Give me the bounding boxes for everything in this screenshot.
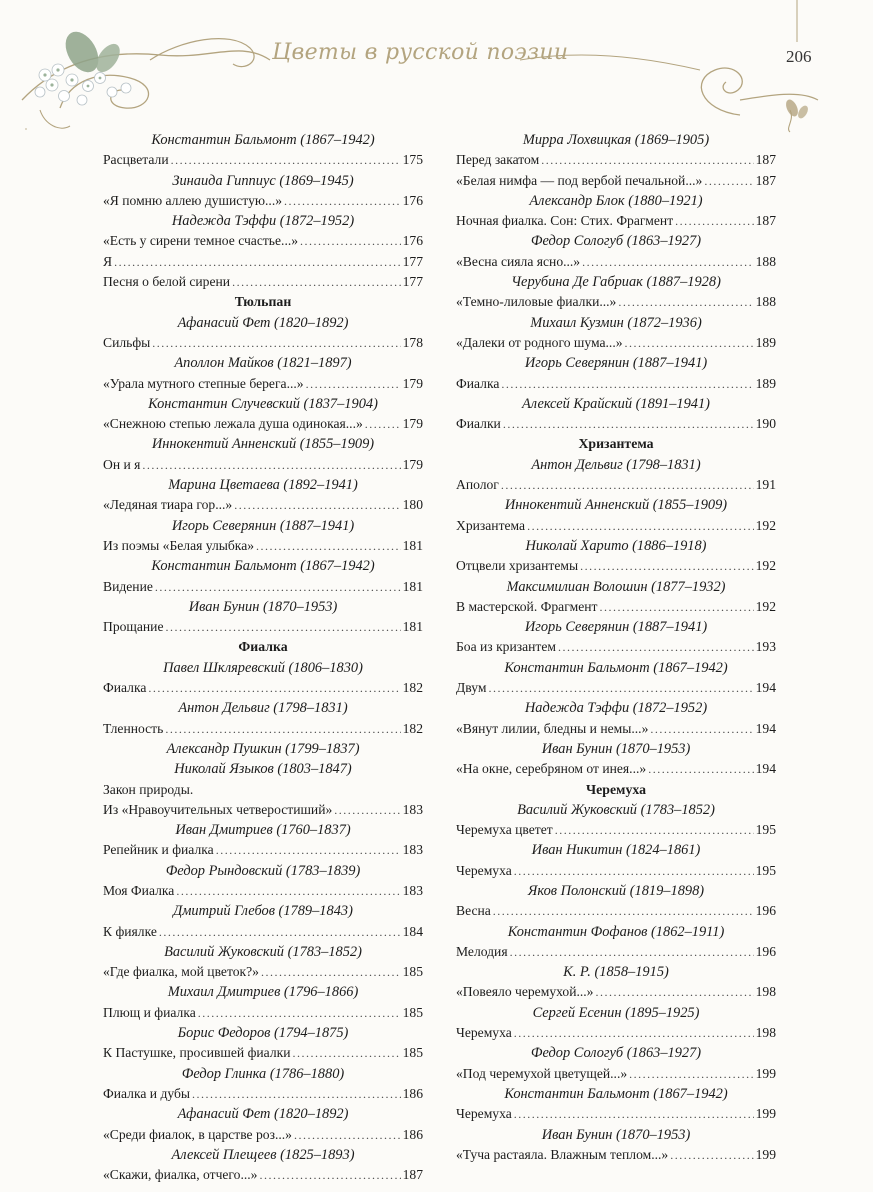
toc-column-right <box>456 130 776 1165</box>
entry-title: Перед закатом <box>456 152 540 168</box>
entry-title: «На окне, серебряном от инея...» <box>456 761 647 777</box>
dot-leader <box>501 374 753 394</box>
author-heading: Борис Федоров (1794–1875) <box>177 1025 349 1042</box>
entry-page-number: 177 <box>402 253 423 269</box>
entry-title: «Есть у сирени темное счастье...» <box>103 233 299 249</box>
dot-leader <box>176 881 400 901</box>
author-heading: Федор Глинка (1786–1880) <box>181 1065 345 1082</box>
page-header <box>0 0 873 135</box>
entry-title: Я <box>103 253 113 269</box>
author-heading: Константин Бальмонт (1867–1942) <box>504 1085 728 1102</box>
dot-leader <box>580 556 753 576</box>
entry-page-number: 183 <box>402 801 423 817</box>
entry-title-line: Закон природы. <box>103 781 194 797</box>
dot-leader <box>114 252 401 272</box>
entry-page-number: 192 <box>755 598 776 614</box>
author-heading: Надежда Тэффи (1872–1952) <box>171 213 355 230</box>
entry-title: «Скажи, фиалка, отчего...» <box>103 1167 258 1183</box>
entry-title: Весна <box>456 903 491 919</box>
entry-page-number: 198 <box>755 1025 776 1041</box>
toc-entry <box>103 719 423 739</box>
author-heading: Афанасий Фет (1820–1892) <box>177 1106 349 1123</box>
toc-entry <box>456 942 776 962</box>
author-heading: Николай Харито (1886–1918) <box>525 537 707 554</box>
dot-leader <box>555 820 754 840</box>
entry-page-number: 183 <box>402 842 423 858</box>
entry-page-number: 195 <box>755 862 776 878</box>
toc-entry <box>103 1125 423 1145</box>
entry-page-number: 196 <box>755 903 776 919</box>
dot-leader <box>294 1125 401 1145</box>
toc-entry <box>103 1084 423 1104</box>
dot-leader <box>558 637 754 657</box>
dot-leader <box>625 333 754 353</box>
dot-leader <box>216 840 401 860</box>
author-heading: Максимилиан Волошин (1877–1932) <box>506 578 726 595</box>
toc-entry <box>103 922 423 942</box>
entry-title: К фиялке <box>103 923 157 939</box>
toc-entry <box>456 719 776 739</box>
entry-title: Фиалки <box>456 416 501 432</box>
dot-leader <box>618 292 753 312</box>
entry-title: Фиалка <box>103 680 147 696</box>
section-heading: Тюльпан <box>234 294 292 310</box>
entry-title: «Я помню аллею душистую...» <box>103 192 283 208</box>
toc-entry <box>456 1145 776 1165</box>
entry-title: Плющ и фиалка <box>103 1004 196 1020</box>
toc-entry <box>103 577 423 597</box>
author-heading: Александр Блок (1880–1921) <box>529 192 703 209</box>
page-number: 206 <box>786 47 812 66</box>
entry-title: Видение <box>103 578 153 594</box>
dot-leader <box>599 597 753 617</box>
author-heading: Яков Полонский (1819–1898) <box>527 882 705 899</box>
dot-leader <box>234 495 400 515</box>
author-heading: Михаил Кузмин (1872–1936) <box>530 314 702 331</box>
author-heading: Константин Случевский (1837–1904) <box>148 395 378 412</box>
toc-entry <box>456 1023 776 1043</box>
entry-title: «Где фиалка, мой цветок?» <box>103 964 259 980</box>
section-heading: Хризантема <box>578 436 654 452</box>
dot-leader <box>159 922 401 942</box>
entry-title: Фиалка и дубы <box>103 1085 191 1101</box>
toc-entry <box>103 881 423 901</box>
author-heading: Михаил Дмитриев (1796–1866) <box>167 984 359 1001</box>
entry-page-number: 185 <box>402 1045 423 1061</box>
toc-entry <box>456 820 776 840</box>
dot-leader <box>514 861 754 881</box>
entry-title: «Весна сияла ясно...» <box>456 253 581 269</box>
entry-title: Боа из кризантем <box>456 639 557 655</box>
toc-entry <box>103 617 423 637</box>
author-heading: Черубина Де Габриак (1887–1928) <box>511 274 721 291</box>
entry-page-number: 187 <box>402 1167 423 1183</box>
entry-title: Моя Фиалка <box>103 882 175 898</box>
dot-leader <box>541 150 753 170</box>
running-title: Цветы в русской поэзии <box>272 40 569 65</box>
entry-page-number: 186 <box>402 1085 423 1101</box>
section-heading: Фиалка <box>238 639 288 655</box>
entry-title: Сильфы <box>103 334 151 350</box>
dot-leader <box>648 759 753 779</box>
toc-entry <box>103 800 423 820</box>
entry-page-number: 192 <box>755 558 776 574</box>
author-heading: Антон Дельвиг (1798–1831) <box>178 700 348 717</box>
dot-leader <box>261 962 401 982</box>
author-heading: Иван Бунин (1870–1953) <box>188 598 338 615</box>
entry-page-number: 199 <box>755 1065 776 1081</box>
entry-title: Репейник и фиалка <box>103 842 214 858</box>
toc-entry <box>103 495 423 515</box>
dot-leader <box>670 1145 753 1165</box>
author-heading: Иван Дмитриев (1760–1837) <box>175 822 351 839</box>
entry-page-number: 193 <box>755 639 776 655</box>
dot-leader <box>259 1165 400 1185</box>
author-heading: Зинаида Гиппиус (1869–1945) <box>172 172 354 189</box>
entry-title: «Туча растаяла. Влажным теплом...» <box>456 1146 669 1162</box>
toc-entry <box>456 516 776 536</box>
toc-entry <box>456 171 776 191</box>
author-heading: Константин Фофанов (1862–1911) <box>507 923 725 940</box>
entry-page-number: 195 <box>755 822 776 838</box>
dot-leader <box>704 171 753 191</box>
dot-leader <box>171 150 401 170</box>
toc-entry <box>456 150 776 170</box>
author-heading: Василий Жуковский (1783–1852) <box>164 943 362 960</box>
entry-page-number: 189 <box>755 375 776 391</box>
entry-page-number: 183 <box>402 882 423 898</box>
toc-column-left <box>103 130 423 1185</box>
entry-page-number: 198 <box>755 984 776 1000</box>
entry-page-number: 180 <box>402 497 423 513</box>
entry-title: «Темно-лиловые фиалки...» <box>456 294 617 310</box>
author-heading: Алексей Плещеев (1825–1893) <box>171 1146 355 1163</box>
dot-leader <box>165 719 400 739</box>
toc-entry <box>456 475 776 495</box>
toc-entry <box>456 1064 776 1084</box>
dot-leader <box>166 617 401 637</box>
entry-page-number: 187 <box>755 172 776 188</box>
author-heading: Константин Бальмонт (1867–1942) <box>151 132 375 148</box>
entry-page-number: 177 <box>402 274 423 290</box>
dot-leader <box>675 211 753 231</box>
entry-page-number: 199 <box>755 1106 776 1122</box>
dot-leader <box>306 374 401 394</box>
entry-title: В мастерской. Фрагмент <box>456 598 598 614</box>
author-heading: Василий Жуковский (1783–1852) <box>517 801 715 818</box>
entry-title: Хризантема <box>456 517 526 533</box>
author-heading: Иван Никитин (1824–1861) <box>531 842 701 859</box>
toc-entry <box>103 840 423 860</box>
entry-title: Из поэмы «Белая улыбка» <box>103 537 255 553</box>
entry-title: Из «Нравоучительных четверостиший» <box>103 801 333 817</box>
entry-title: «Далеки от родного шума...» <box>456 334 623 350</box>
toc-entry <box>456 333 776 353</box>
entry-page-number: 194 <box>755 761 776 777</box>
entry-page-number: 178 <box>402 334 423 350</box>
entry-page-number: 181 <box>402 619 423 635</box>
author-heading: Иннокентий Анненский (1855–1909) <box>151 436 375 453</box>
author-heading: Николай Языков (1803–1847) <box>174 761 352 778</box>
entry-page-number: 181 <box>402 537 423 553</box>
dot-leader <box>650 719 753 739</box>
entry-title: «Белая нимфа — под вербой печальной...» <box>456 172 703 188</box>
toc-entry <box>103 333 423 353</box>
entry-page-number: 179 <box>402 375 423 391</box>
entry-title: «Вянут лилии, бледны и немы...» <box>456 720 649 736</box>
author-heading: Иван Бунин (1870–1953) <box>541 1126 691 1143</box>
author-heading: Александр Пушкин (1799–1837) <box>166 740 360 757</box>
toc-entry <box>456 211 776 231</box>
entry-page-number: 188 <box>755 294 776 310</box>
dot-leader <box>488 678 753 698</box>
entry-title: Расцветали <box>103 152 169 168</box>
entry-title: Тленность <box>103 720 164 736</box>
entry-page-number: 182 <box>402 680 423 696</box>
toc-entry <box>456 292 776 312</box>
toc-entry <box>103 374 423 394</box>
toc-entry <box>456 901 776 921</box>
author-heading: Федор Сологуб (1863–1927) <box>530 1045 702 1062</box>
author-heading: Константин Бальмонт (1867–1942) <box>151 558 375 575</box>
entry-page-number: 184 <box>402 923 423 939</box>
dot-leader <box>514 1023 754 1043</box>
dot-leader <box>284 191 401 211</box>
entry-title: Черемуха <box>456 862 512 878</box>
dot-leader <box>595 982 753 1002</box>
entry-page-number: 194 <box>755 680 776 696</box>
entry-title: Фиалка <box>456 375 500 391</box>
toc-entry <box>103 1043 423 1063</box>
entry-title: «Ледяная тиара гор...» <box>103 497 233 513</box>
entry-page-number: 191 <box>755 477 776 493</box>
entry-title: Ночная фиалка. Сон: Стих. Фрагмент <box>456 213 674 229</box>
toc-entry <box>103 150 423 170</box>
entry-title: «Снежною степью лежала душа одинокая...» <box>103 416 363 432</box>
dot-leader <box>365 414 401 434</box>
entry-title: Прощание <box>103 619 164 635</box>
entry-page-number: 185 <box>402 964 423 980</box>
dot-leader <box>501 475 754 495</box>
dot-leader <box>292 1043 400 1063</box>
toc-entry <box>103 678 423 698</box>
author-heading: Надежда Тэффи (1872–1952) <box>524 700 708 717</box>
toc-entry <box>456 861 776 881</box>
entry-title: Черемуха <box>456 1025 512 1041</box>
author-heading: Мирра Лохвицкая (1869–1905) <box>522 132 710 148</box>
entry-title: «Под черемухой цветущей...» <box>456 1065 628 1081</box>
author-heading: Алексей Крайский (1891–1941) <box>522 395 710 412</box>
entry-title: Двум <box>456 680 487 696</box>
entry-title: Мелодия <box>456 943 508 959</box>
toc-entry <box>456 556 776 576</box>
dot-leader <box>629 1064 753 1084</box>
dot-leader <box>503 414 754 434</box>
author-heading: К. Р. (1858–1915) <box>563 964 669 981</box>
dot-leader <box>232 272 401 292</box>
dot-leader <box>334 800 400 820</box>
entry-page-number: 188 <box>755 253 776 269</box>
toc-entry <box>456 759 776 779</box>
toc-entry <box>103 191 423 211</box>
entry-page-number: 187 <box>755 213 776 229</box>
section-heading: Черемуха <box>586 781 646 797</box>
entry-page-number: 196 <box>755 943 776 959</box>
dot-leader <box>582 252 754 272</box>
author-heading: Игорь Северянин (1887–1941) <box>524 619 708 636</box>
toc-entry <box>456 678 776 698</box>
entry-page-number: 187 <box>755 152 776 168</box>
dot-leader <box>527 516 754 536</box>
author-heading: Федор Рындовский (1783–1839) <box>165 862 361 879</box>
author-heading: Игорь Северянин (1887–1941) <box>171 517 355 534</box>
author-heading: Марина Цветаева (1892–1941) <box>168 477 358 494</box>
entry-page-number: 186 <box>402 1126 423 1142</box>
toc-entry <box>456 374 776 394</box>
dot-leader <box>142 455 400 475</box>
toc-entry <box>103 272 423 292</box>
toc-entry <box>456 597 776 617</box>
author-heading: Константин Бальмонт (1867–1942) <box>504 659 728 676</box>
toc-entry <box>456 637 776 657</box>
entry-title: Отцвели хризантемы <box>456 558 579 574</box>
dot-leader <box>155 577 401 597</box>
toc-entry <box>456 252 776 272</box>
author-heading: Антон Дельвиг (1798–1831) <box>531 456 701 473</box>
dot-leader <box>510 942 754 962</box>
entry-page-number: 176 <box>402 233 423 249</box>
dot-leader <box>514 1104 754 1124</box>
author-heading: Игорь Северянин (1887–1941) <box>524 355 708 372</box>
dot-leader <box>152 333 400 353</box>
dot-leader <box>198 1003 401 1023</box>
entry-page-number: 176 <box>402 192 423 208</box>
entry-page-number: 181 <box>402 578 423 594</box>
dot-leader <box>493 901 754 921</box>
entry-title: Черемуха <box>456 1106 512 1122</box>
dot-leader <box>192 1084 401 1104</box>
entry-page-number: 179 <box>402 416 423 432</box>
dot-leader <box>256 536 401 556</box>
entry-page-number: 189 <box>755 334 776 350</box>
toc-entry <box>103 1003 423 1023</box>
toc-entry <box>103 1165 423 1185</box>
entry-title: Песня о белой сирени <box>103 274 231 290</box>
entry-title: Аполог <box>456 477 499 493</box>
toc-entry <box>103 414 423 434</box>
toc-entry <box>103 252 423 272</box>
entry-title: Он и я <box>103 456 141 472</box>
entry-title: К Пастушке, просившей фиалки <box>103 1045 291 1061</box>
entry-title: «Среди фиалок, в царстве роз...» <box>103 1126 292 1142</box>
toc-entry <box>456 414 776 434</box>
author-heading: Афанасий Фет (1820–1892) <box>177 314 349 331</box>
floral-ornament-icon <box>0 0 873 135</box>
entry-page-number: 199 <box>755 1146 776 1162</box>
entry-title: «Повеяло черемухой...» <box>456 984 594 1000</box>
toc-entry <box>103 962 423 982</box>
entry-title: Черемуха цветет <box>456 822 553 838</box>
author-heading: Дмитрий Глебов (1789–1843) <box>173 903 353 920</box>
author-heading: Павел Шкляревский (1806–1830) <box>163 659 363 676</box>
toc-entry <box>456 982 776 1002</box>
author-heading: Аполлон Майков (1821–1897) <box>174 355 352 372</box>
toc-entry <box>103 536 423 556</box>
entry-page-number: 185 <box>402 1004 423 1020</box>
toc-entry <box>103 455 423 475</box>
entry-page-number: 190 <box>755 416 776 432</box>
author-heading: Федор Сологуб (1863–1927) <box>530 233 702 250</box>
entry-page-number: 179 <box>402 456 423 472</box>
author-heading: Иван Бунин (1870–1953) <box>541 740 691 757</box>
toc-entry <box>456 1104 776 1124</box>
author-heading: Сергей Есенин (1895–1925) <box>532 1004 700 1021</box>
entry-page-number: 194 <box>755 720 776 736</box>
dot-leader <box>300 231 401 251</box>
entry-page-number: 192 <box>755 517 776 533</box>
entry-page-number: 175 <box>402 152 423 168</box>
dot-leader <box>148 678 400 698</box>
toc-entry <box>103 231 423 251</box>
entry-page-number: 182 <box>402 720 423 736</box>
author-heading: Иннокентий Анненский (1855–1909) <box>504 497 728 514</box>
entry-title: «Урала мутного степные берега...» <box>103 375 304 391</box>
